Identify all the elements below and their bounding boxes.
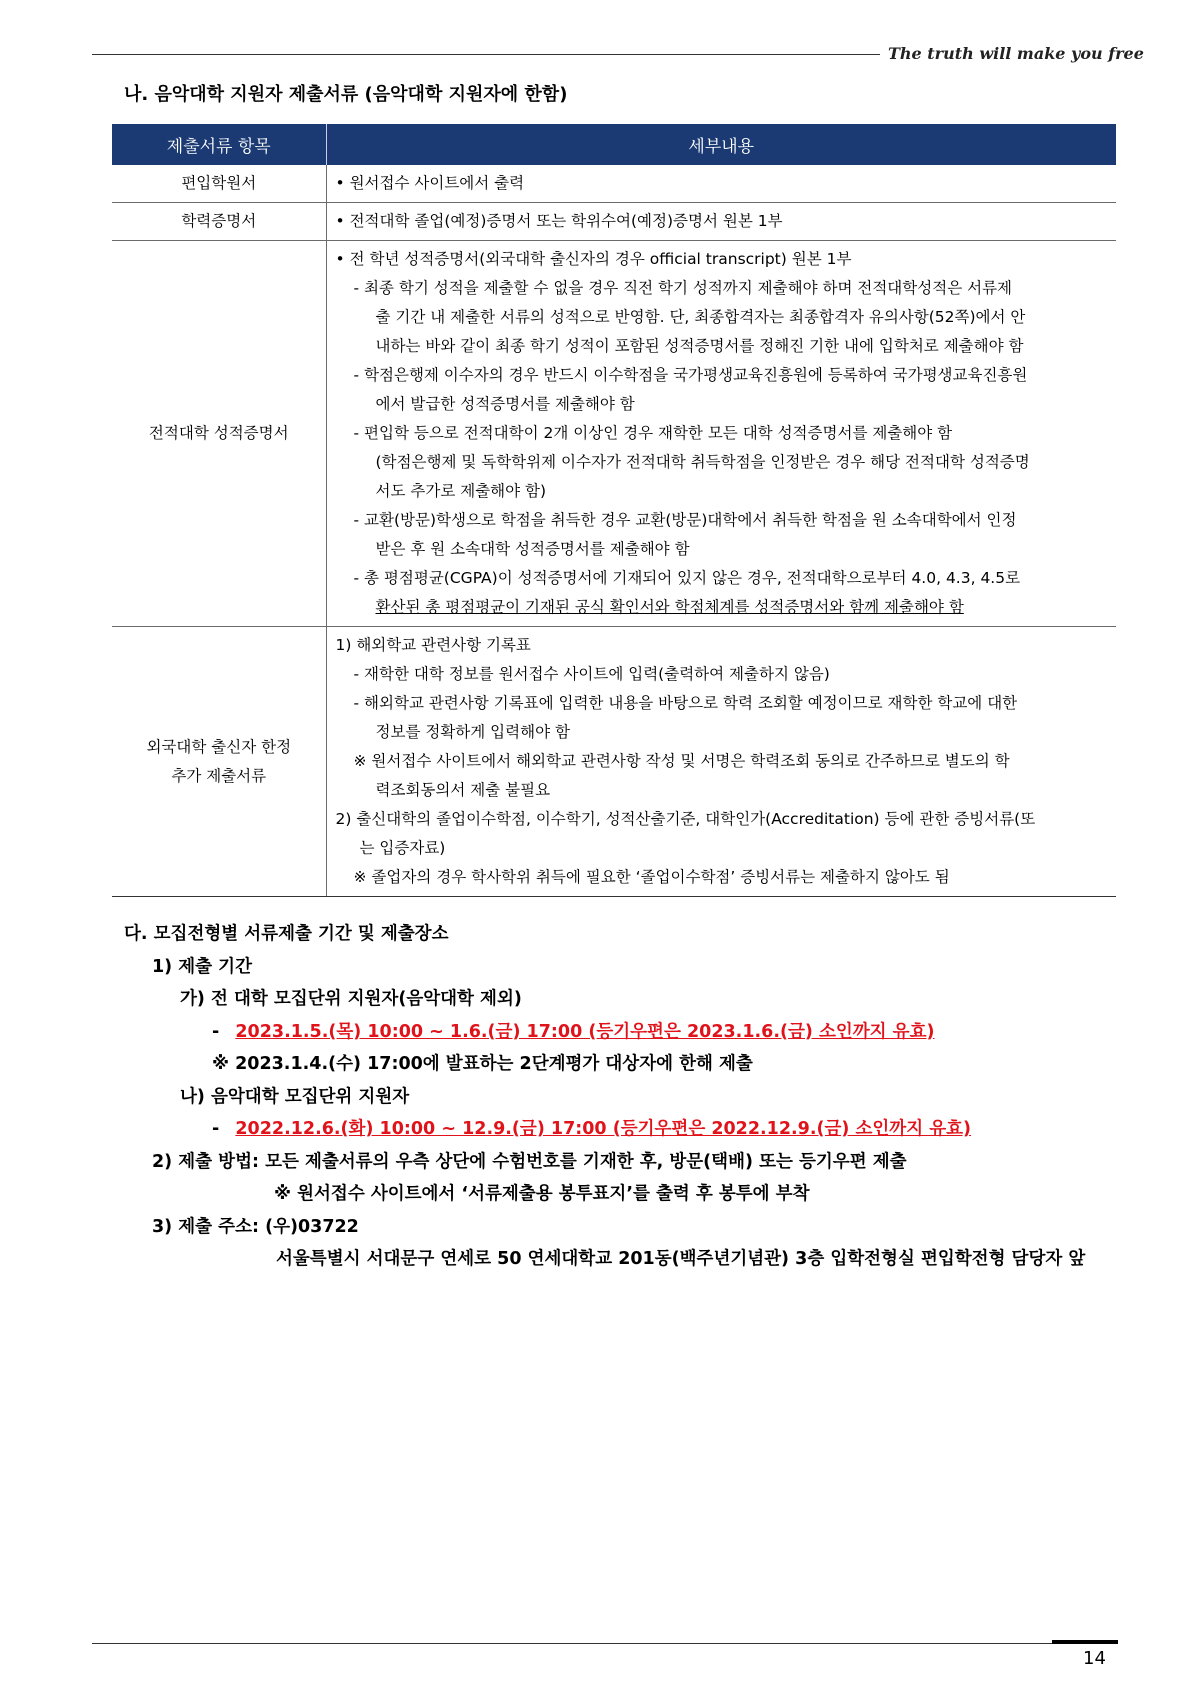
method-line: 2) 제출 방법: 모든 제출서류의 우측 상단에 수험번호를 기재한 후, 방문(택배) 또는 등기우편 제출 [152, 1151, 907, 1172]
detail-line: 2) 출신대학의 졸업이수학점, 이수학기, 성적산출기준, 대학인가(Accreditation) 등에 관한 증빙서류(또 [335, 810, 1036, 828]
detail-line: 에서 발급한 성적증명서를 제출해야 함 [375, 395, 635, 413]
group-a-date-row [124, 1016, 1124, 1049]
row-item-transcript: 전적대학 성적증명서 [112, 241, 326, 627]
row-item-foreign [112, 627, 326, 897]
detail-line: ※ 원서접수 사이트에서 해외학교 관련사항 작성 및 서명은 학력조회 동의로 간주하므로 별도의 학 [353, 752, 1010, 770]
detail-line: 서도 추가로 제출해야 함) [375, 482, 547, 500]
detail-line: - 편입학 등으로 전적대학이 2개 이상인 경우 재학한 모든 대학 성적증명서를 제출해야 함 [353, 424, 953, 442]
footer-rule [92, 1643, 1094, 1644]
footer-tab [1052, 1640, 1118, 1644]
submission-documents-table [112, 124, 1116, 897]
detail-line: - 해외학교 관련사항 기록표에 입력한 내용을 바탕으로 학력 조회할 예정이므로 재학한 학교에 대한 [353, 694, 1018, 712]
page-number: 14 [1083, 1648, 1106, 1669]
detail-line: 는 입증자료) [359, 839, 446, 857]
detail-line: 1) 해외학교 관련사항 기록표 [335, 636, 531, 654]
address-line: 서울특별시 서대문구 연세로 50 연세대학교 201동(백주년기념관) 3층 입학전형실 편입학전형 담당자 앞 [276, 1249, 1086, 1269]
group-a-date: 2023.1.5.(목) 10:00 ~ 1.6.(금) 17:00 (등기우편은 2023.1.6.(금) 소인까지 유효) [235, 1021, 935, 1042]
group-a-label: 가) 전 대학 모집단위 지원자(음악대학 제외) [180, 989, 522, 1009]
detail-line: 출 기간 내 제출한 서류의 성적으로 반영함. 단, 최종합격자는 최종합격자 유의사항(52쪽)에서 안 [375, 308, 1026, 326]
group-b-label: 나) 음악대학 모집단위 지원자 [180, 1086, 410, 1107]
detail-line: 정보를 정확하게 입력해야 함 [375, 723, 570, 741]
group-a-note: ※ 2023.1.4.(수) 17:00에 발표하는 2단계평가 대상자에 한해 제출 [212, 1054, 753, 1074]
column-header-detail: 세부내용 [326, 124, 1116, 165]
method-note: ※ 원서접수 사이트에서 ‘서류제출용 봉투표지’를 출력 후 봉투에 부착 [274, 1184, 810, 1204]
row-item-diploma: 학력증명서 [112, 203, 326, 241]
group-b-date-row [124, 1113, 1124, 1146]
group-b-date: 2022.12.6.(화) 10:00 ~ 12.9.(금) 17:00 (등기우편은 2022.12.9.(금) 소인까지 유효) [235, 1119, 972, 1139]
row-detail-foreign [326, 627, 1116, 897]
item-line: 추가 제출서류 [171, 766, 267, 785]
detail-line: - 최종 학기 성적을 제출할 수 없을 경우 직전 학기 성적까지 제출해야 하며 전적대학성적은 서류제 [353, 279, 1013, 297]
detail-line: - 교환(방문)학생으로 학점을 취득한 경우 교환(방문)대학에서 취득한 학점을 원 소속대학에서 인정 [353, 511, 1017, 529]
period-title: 1) 제출 기간 [152, 956, 252, 977]
row-detail-transcript [326, 241, 1116, 627]
item-line: 외국대학 출신자 한정 [146, 737, 292, 756]
dash: - [212, 1119, 220, 1139]
section-c [124, 918, 1124, 1276]
table-row [112, 203, 1116, 241]
detail-line: ※ 졸업자의 경우 학사학위 취득에 필요한 ‘졸업이수학점’ 증빙서류는 제출하지 않아도 됨 [353, 868, 950, 886]
table-header-row [112, 124, 1116, 165]
detail-line: - 재학한 대학 정보를 원서접수 사이트에 입력(출력하여 제출하지 않음) [353, 665, 830, 683]
column-header-item: 제출서류 항목 [112, 124, 326, 165]
detail-line: 환산된 총 평점평균이 기재된 공식 확인서와 학점체계를 성적증명서와 함께 제출해야 함 [375, 598, 964, 616]
dash: - [212, 1021, 220, 1042]
row-detail-application: • 원서접수 사이트에서 출력 [326, 165, 1116, 203]
section-c-title: 다. 모집전형별 서류제출 기간 및 제출장소 [124, 924, 449, 944]
detail-line: 내하는 바와 같이 최종 학기 성적이 포함된 성적증명서를 정해진 기한 내에 입학처로 제출해야 함 [375, 337, 1024, 355]
detail-line: • 전 학년 성적증명서(외국대학 출신자의 경우 official transcript) 원본 1부 [335, 250, 852, 268]
table-row [112, 165, 1116, 203]
detail-line: 받은 후 원 소속대학 성적증명서를 제출해야 함 [375, 540, 690, 558]
row-item-application: 편입학원서 [112, 165, 326, 203]
address-label: 3) 제출 주소: (우)03722 [152, 1216, 359, 1237]
detail-line: - 학점은행제 이수자의 경우 반드시 이수학점을 국가평생교육진흥원에 등록하여 국가평생교육진흥원 [353, 366, 1028, 384]
detail-line: 력조회동의서 제출 불필요 [375, 781, 551, 799]
detail-line: - 총 평점평균(CGPA)이 성적증명서에 기재되어 있지 않은 경우, 전적대학으로부터 4.0, 4.3, 4.5로 [353, 569, 1021, 587]
section-b-title: 나. 음악대학 지원자 제출서류 (음악대학 지원자에 한함) [124, 84, 568, 105]
header-rule [92, 54, 880, 55]
row-detail-diploma: • 전적대학 졸업(예정)증명서 또는 학위수여(예정)증명서 원본 1부 [326, 203, 1116, 241]
table-row [112, 627, 1116, 897]
detail-line: (학점은행제 및 독학학위제 이수자가 전적대학 취득학점을 인정받은 경우 해당 전적대학 성적증명 [375, 453, 1030, 471]
table-row [112, 241, 1116, 627]
header-motto: The truth will make you free [888, 44, 1144, 63]
